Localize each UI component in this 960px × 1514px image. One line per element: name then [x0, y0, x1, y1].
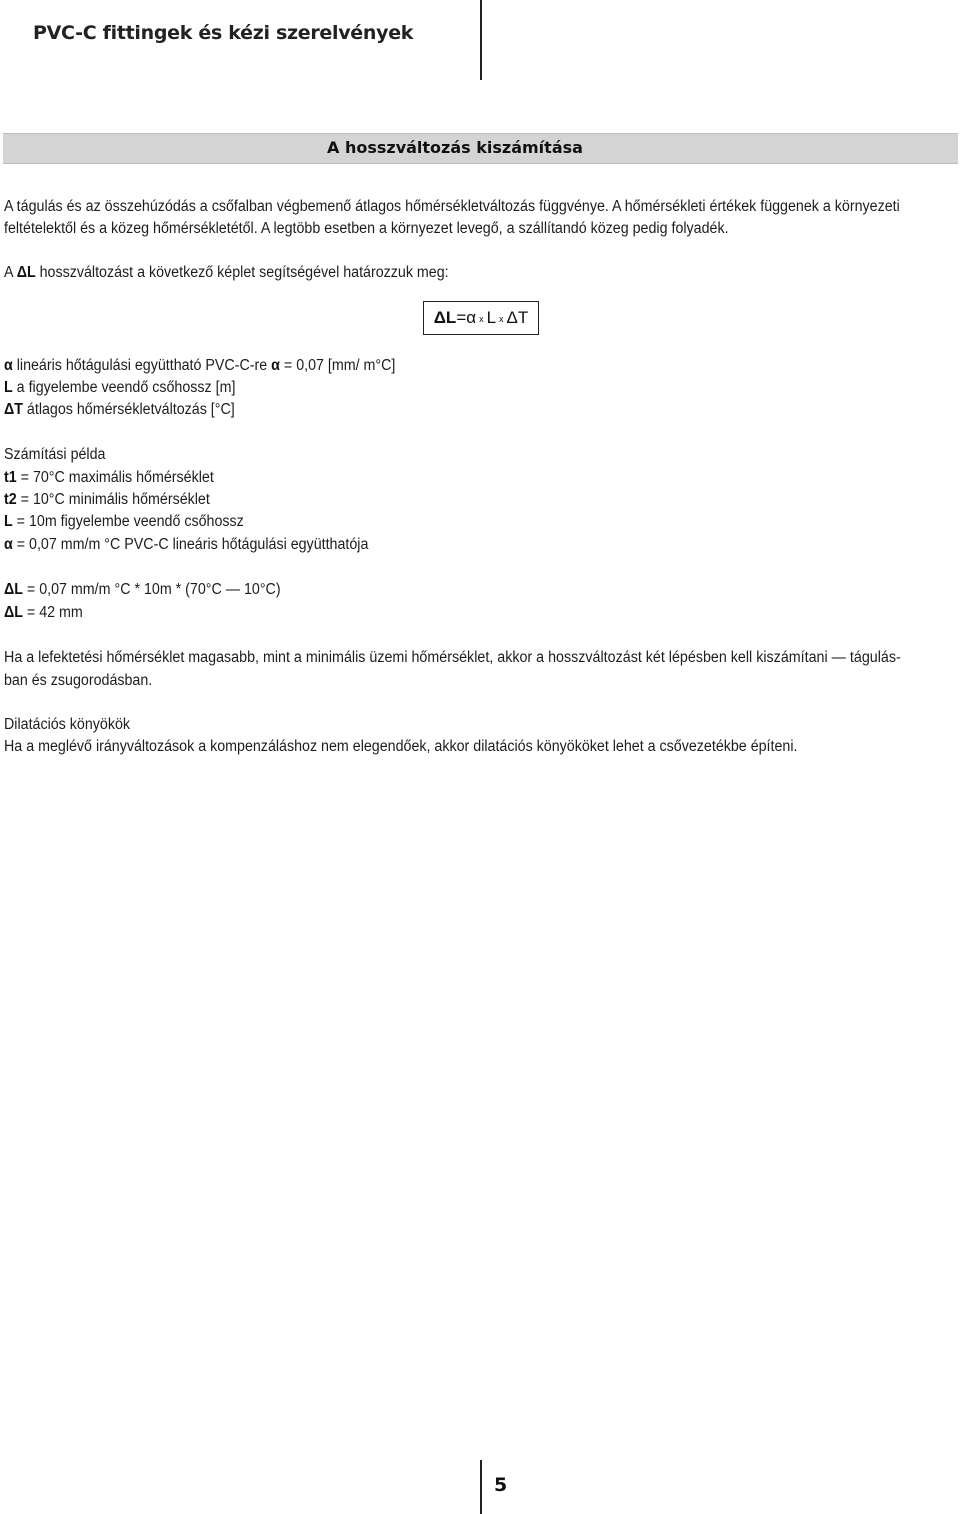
- example-title: Számítási példa: [4, 446, 106, 463]
- result-text: = 42 mm: [22, 604, 83, 621]
- formula-intro-prefix: A: [4, 264, 17, 281]
- example-text: = 0,07 mm/m °C PVC-C lineáris hőtágulási együtthatója: [12, 536, 369, 553]
- formula-times-1: x: [479, 314, 484, 324]
- formula-times-2: x: [499, 314, 504, 324]
- formula-delta-t: ΔT: [506, 308, 529, 327]
- definition-text-2: = 0,07 [mm/ m°C]: [279, 357, 396, 374]
- definition-text: a figyelembe veendő csőhossz [m]: [12, 379, 236, 396]
- example-symbol: t1: [4, 469, 17, 486]
- note-line-1: Ha a lefektetési hőmérséklet magasabb, mint a minimális üzemi hőmérséklet, akkor a hosszváltozást két lépésben kell kiszámítani — tágulás-: [4, 649, 901, 666]
- result-text: = 0,07 mm/m °C * 10m * (70°C — 10°C): [22, 581, 281, 598]
- dilatation-title: Dilatációs könyökök: [4, 716, 131, 733]
- result-symbol: ΔL: [4, 581, 23, 598]
- definition-alpha: [4, 355, 395, 378]
- definition-symbol-2: α: [271, 357, 280, 374]
- definition-text: lineáris hőtágulási együttható PVC-C-re: [12, 357, 272, 374]
- definition-symbol: α: [4, 357, 13, 374]
- definition-symbol: ΔT: [4, 401, 23, 418]
- intro-line-1: A tágulás és az összehúzódás a csőfalban végbemenő átlagos hőmérsékletváltozás függvénye. A hőmérsékleti értékek függenek a környezeti: [4, 198, 900, 215]
- page-number: 5: [494, 1474, 508, 1496]
- header-divider: [480, 0, 482, 80]
- formula-box: [423, 301, 539, 335]
- note-line-2: ban és zsugorodásban.: [4, 672, 153, 689]
- example-symbol: α: [4, 536, 13, 553]
- document-header-title: PVC-C fittingek és kézi szerelvények: [33, 22, 414, 44]
- footer-divider: [480, 1460, 482, 1514]
- result-symbol: ΔL: [4, 604, 23, 621]
- section-title: A hosszváltozás kiszámítása: [327, 138, 583, 157]
- formula-intro: [4, 262, 449, 285]
- formula-intro-text: hosszváltozást a következő képlet segítségével határozzuk meg:: [35, 264, 449, 281]
- example-symbol: L: [4, 513, 13, 530]
- example-row-t1: [4, 467, 214, 490]
- formula-l: L: [486, 308, 497, 327]
- definition-symbol: L: [4, 379, 13, 396]
- example-text: = 10m figyelembe veendő csőhossz: [12, 513, 244, 530]
- example-symbol: t2: [4, 491, 17, 508]
- example-row-alpha: [4, 534, 368, 557]
- result-calculation: [4, 579, 281, 602]
- example-row-l: [4, 511, 244, 534]
- example-row-t2: [4, 489, 210, 512]
- formula-lhs: ΔL: [433, 308, 457, 327]
- definition-text: átlagos hőmérsékletváltozás [°C]: [22, 401, 235, 418]
- definition-l: [4, 377, 235, 400]
- intro-line-2: feltételektől és a közeg hőmérsékletétől. A legtöbb esetben a környezet levegő, a szállítandó közeg pedig folyadék.: [4, 220, 729, 237]
- example-text: = 70°C maximális hőmérséklet: [16, 469, 214, 486]
- definition-delta-t: [4, 399, 235, 422]
- formula-equals-alpha: =α: [456, 308, 477, 327]
- dilatation-text: Ha a meglévő irányváltozások a kompenzáláshoz nem elegendőek, akkor dilatációs könyököket lehet a csővezetékbe építeni.: [4, 738, 798, 755]
- delta-l-symbol: ΔL: [16, 264, 36, 281]
- example-text: = 10°C minimális hőmérséklet: [16, 491, 210, 508]
- result-value: [4, 602, 83, 625]
